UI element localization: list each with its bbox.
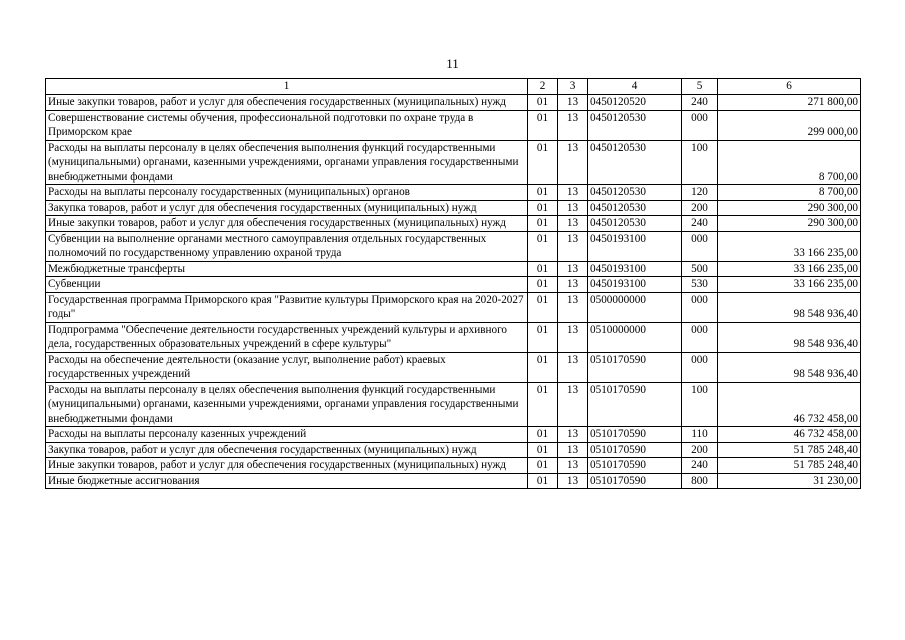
target-article-cell: 0500000000 [588,292,682,322]
expense-type-cell: 200 [682,442,718,458]
item-name-cell: Расходы на выплаты персоналу в целях обеспечения выполнения функций государственными (муниципальными) органами, казенными учреждениями, органами управления государственными внебюджетными фондами [46,382,528,427]
table-header-row [46,79,861,95]
amount-cell: 46 732 458,00 [718,382,861,427]
item-name-cell: Межбюджетные трансферты [46,261,528,277]
expense-type-cell: 000 [682,110,718,140]
amount-cell: 290 300,00 [718,216,861,232]
expense-type-cell: 000 [682,322,718,352]
amount-cell: 8 700,00 [718,185,861,201]
target-article-cell: 0450193100 [588,231,682,261]
amount-cell: 33 166 235,00 [718,261,861,277]
amount-cell: 8 700,00 [718,140,861,185]
section-code-cell: 01 [528,292,558,322]
expense-type-cell: 500 [682,261,718,277]
section-code-cell: 01 [528,473,558,489]
item-name-cell: Расходы на выплаты персоналу в целях обеспечения выполнения функций государственными (муниципальными) органами, казенными учреждениями, органами управления государственными внебюджетными фондами [46,140,528,185]
subsection-code-cell: 13 [558,261,588,277]
section-code-cell: 01 [528,322,558,352]
item-name-cell: Совершенствование системы обучения, профессиональной подготовки по охране труда в Приморском крае [46,110,528,140]
table-row [46,231,861,261]
amount-cell: 46 732 458,00 [718,427,861,443]
target-article-cell: 0450120520 [588,95,682,111]
subsection-code-cell: 13 [558,352,588,382]
expense-type-cell: 200 [682,200,718,216]
table-row [46,110,861,140]
table-row [46,95,861,111]
target-article-cell: 0510170590 [588,473,682,489]
target-article-cell: 0450120530 [588,110,682,140]
section-code-cell: 01 [528,352,558,382]
header-cell: 3 [558,79,588,95]
section-code-cell: 01 [528,140,558,185]
item-name-cell: Иные закупки товаров, работ и услуг для обеспечения государственных (муниципальных) нужд [46,95,528,111]
subsection-code-cell: 13 [558,95,588,111]
expense-type-cell: 110 [682,427,718,443]
header-cell: 1 [46,79,528,95]
expense-type-cell: 000 [682,231,718,261]
expense-type-cell: 100 [682,140,718,185]
table-row [46,473,861,489]
subsection-code-cell: 13 [558,140,588,185]
target-article-cell: 0510170590 [588,458,682,474]
expense-type-cell: 240 [682,458,718,474]
budget-table [45,78,861,489]
subsection-code-cell: 13 [558,110,588,140]
target-article-cell: 0450120530 [588,200,682,216]
item-name-cell: Расходы на обеспечение деятельности (оказание услуг, выполнение работ) краевых государственных учреждений [46,352,528,382]
item-name-cell: Иные бюджетные ассигнования [46,473,528,489]
subsection-code-cell: 13 [558,216,588,232]
header-cell: 2 [528,79,558,95]
amount-cell: 51 785 248,40 [718,442,861,458]
subsection-code-cell: 13 [558,458,588,474]
target-article-cell: 0510000000 [588,322,682,352]
amount-cell: 98 548 936,40 [718,352,861,382]
subsection-code-cell: 13 [558,200,588,216]
item-name-cell: Иные закупки товаров, работ и услуг для обеспечения государственных (муниципальных) нужд [46,458,528,474]
amount-cell: 51 785 248,40 [718,458,861,474]
expense-type-cell: 000 [682,352,718,382]
subsection-code-cell: 13 [558,427,588,443]
table-row [46,261,861,277]
section-code-cell: 01 [528,200,558,216]
subsection-code-cell: 13 [558,292,588,322]
table-row [46,458,861,474]
expense-type-cell: 100 [682,382,718,427]
subsection-code-cell: 13 [558,322,588,352]
item-name-cell: Подпрограмма "Обеспечение деятельности государственных учреждений культуры и архивного дела, государственных образовательных учреждений в сфере культуры" [46,322,528,352]
item-name-cell: Закупка товаров, работ и услуг для обеспечения государственных (муниципальных) нужд [46,200,528,216]
table-row [46,200,861,216]
subsection-code-cell: 13 [558,473,588,489]
target-article-cell: 0450193100 [588,277,682,293]
table-row [46,277,861,293]
section-code-cell: 01 [528,216,558,232]
amount-cell: 290 300,00 [718,200,861,216]
amount-cell: 271 800,00 [718,95,861,111]
section-code-cell: 01 [528,382,558,427]
table-row [46,427,861,443]
section-code-cell: 01 [528,95,558,111]
expense-type-cell: 530 [682,277,718,293]
target-article-cell: 0450120530 [588,185,682,201]
section-code-cell: 01 [528,110,558,140]
item-name-cell: Субвенции на выполнение органами местного самоуправления отдельных государственных полномочий по государственному управлению охраной труда [46,231,528,261]
expense-type-cell: 120 [682,185,718,201]
item-name-cell: Иные закупки товаров, работ и услуг для обеспечения государственных (муниципальных) нужд [46,216,528,232]
table-row [46,140,861,185]
section-code-cell: 01 [528,261,558,277]
header-cell: 5 [682,79,718,95]
target-article-cell: 0510170590 [588,382,682,427]
table-row [46,292,861,322]
header-cell: 6 [718,79,861,95]
amount-cell: 31 230,00 [718,473,861,489]
section-code-cell: 01 [528,458,558,474]
section-code-cell: 01 [528,185,558,201]
section-code-cell: 01 [528,442,558,458]
item-name-cell: Закупка товаров, работ и услуг для обеспечения государственных (муниципальных) нужд [46,442,528,458]
amount-cell: 33 166 235,00 [718,231,861,261]
page-number: 11 [446,56,459,71]
subsection-code-cell: 13 [558,231,588,261]
amount-cell: 98 548 936,40 [718,292,861,322]
subsection-code-cell: 13 [558,185,588,201]
expense-type-cell: 240 [682,95,718,111]
item-name-cell: Государственная программа Приморского края "Развитие культуры Приморского края на 2020-2027 годы" [46,292,528,322]
target-article-cell: 0450193100 [588,261,682,277]
table-row [46,352,861,382]
subsection-code-cell: 13 [558,277,588,293]
amount-cell: 33 166 235,00 [718,277,861,293]
header-cell: 4 [588,79,682,95]
amount-cell: 98 548 936,40 [718,322,861,352]
section-code-cell: 01 [528,427,558,443]
table-row [46,322,861,352]
table-row [46,442,861,458]
table-row [46,185,861,201]
expense-type-cell: 240 [682,216,718,232]
subsection-code-cell: 13 [558,442,588,458]
expense-type-cell: 000 [682,292,718,322]
amount-cell: 299 000,00 [718,110,861,140]
table-row [46,382,861,427]
target-article-cell: 0510170590 [588,427,682,443]
item-name-cell: Расходы на выплаты персоналу казенных учреждений [46,427,528,443]
section-code-cell: 01 [528,231,558,261]
table-row [46,216,861,232]
item-name-cell: Субвенции [46,277,528,293]
target-article-cell: 0510170590 [588,442,682,458]
item-name-cell: Расходы на выплаты персоналу государственных (муниципальных) органов [46,185,528,201]
section-code-cell: 01 [528,277,558,293]
target-article-cell: 0450120530 [588,140,682,185]
subsection-code-cell: 13 [558,382,588,427]
expense-type-cell: 800 [682,473,718,489]
target-article-cell: 0450120530 [588,216,682,232]
target-article-cell: 0510170590 [588,352,682,382]
